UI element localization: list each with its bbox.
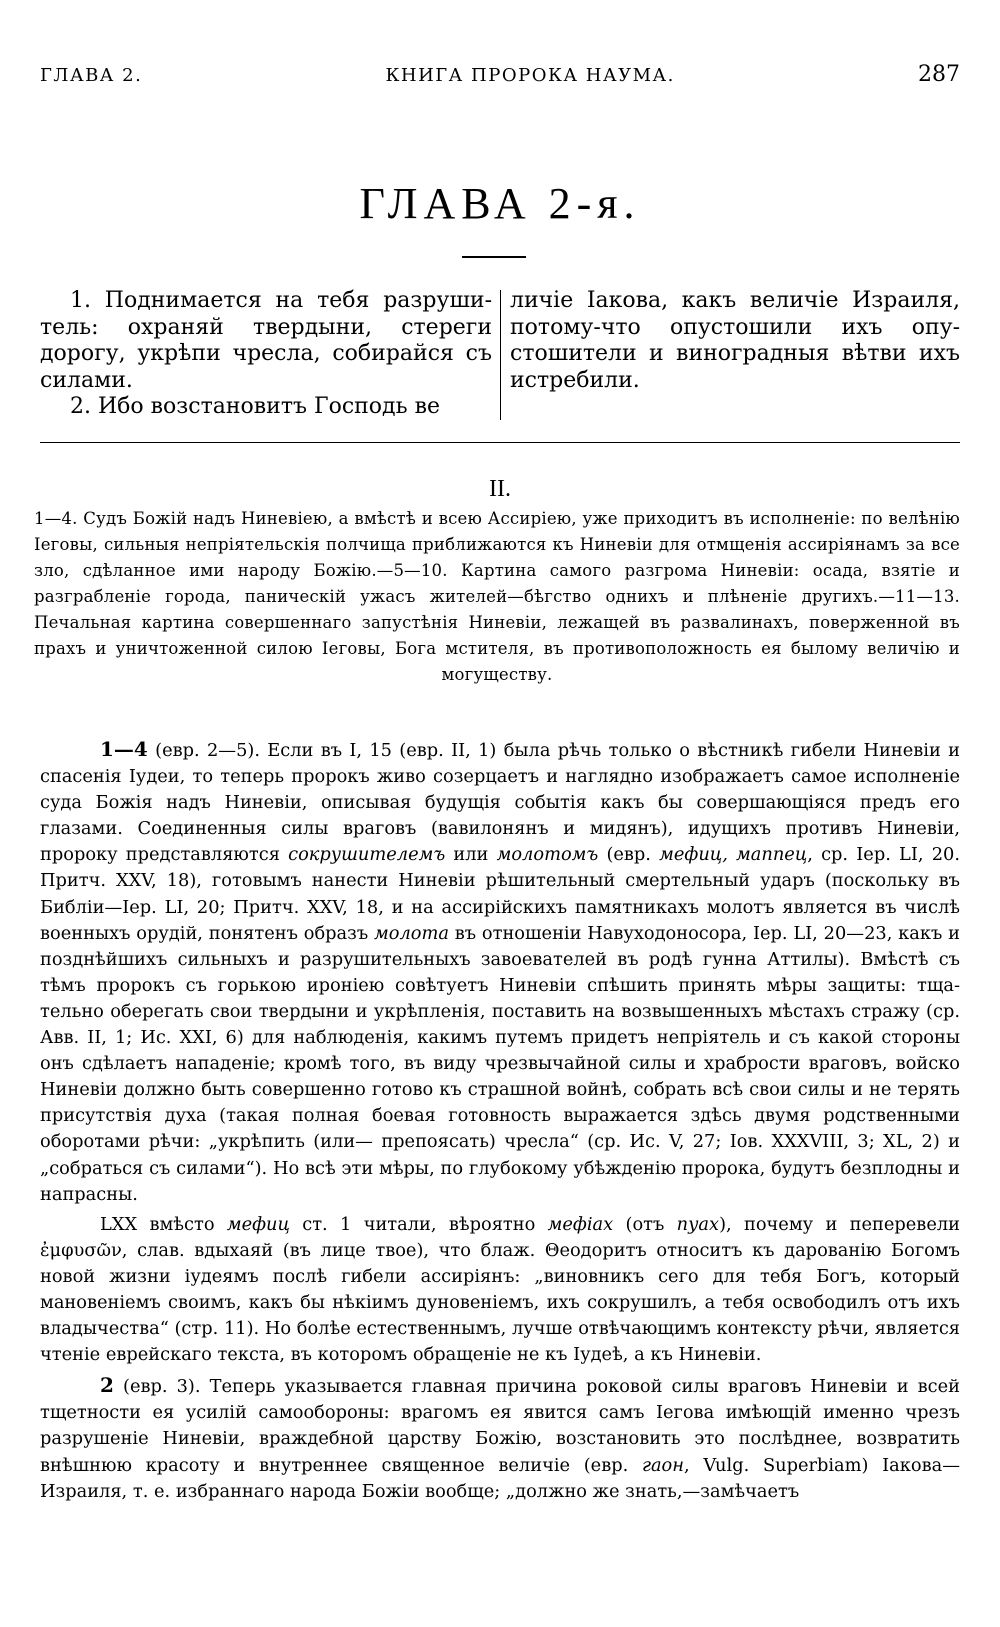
verse-bottom-rule [40,442,960,443]
verse-reference: 1—4 [100,737,148,761]
italic-term: молота [374,922,449,944]
running-head-book-title: КНИГА ПРОРОКА НАУМА. [385,65,675,86]
italic-term: гаон [641,1454,684,1476]
section-summary [34,506,960,688]
commentary-text: LXX вмѣсто [100,1213,227,1235]
verse-text-columns [40,288,960,433]
commentary-text: ), почему и пеперевели ἐμφυσῶν, слав. вдыхаяй (въ лице твое), что блаж. Θеодоритъ относитъ къ дарованію Богомъ новой жизни іудеямъ послѣ гибели ассиріянъ: „виновникъ сего для тебя Богъ, который мановеніемъ своимъ, какъ бы нѣкіимъ дуновеніемъ, ихъ сокрушилъ, а тебя освободилъ отъ ихъ владычества“ (стр. 11). Но болѣе естественнымъ, лучше отвѣчающимъ контексту рѣчи, является чтеніе еврейскаго текста, въ которомъ обращеніе не къ Іудеѣ, а къ Ниневіи. [40,1213,960,1366]
commentary-text: ст. 1 читали, вѣроятно [289,1213,548,1235]
italic-term: молотомъ [496,844,599,866]
commentary-text: (евр. 3). Теперь указывается главная причина роковой силы враговъ Ниневіи и всей тщетности ея усилій самообороны: врагомъ ея явится самъ Іегова имѣющій именно чрезъ разрушеніе Ниневіи, враждебной царству Божію, возстановить это послѣднее, возвратить внѣшнюю красоту и внутреннее священное величіе (евр. [40,1376,960,1476]
running-head-chapter: ГЛАВА 2. [40,65,143,86]
chapter-title: ГЛАВА 2-я. [359,179,641,228]
commentary-paragraph [40,1372,960,1504]
commentary-text: , Vulg. Superbiam) Іакова—Израиля, т. е. избраннаго народа Божіи вообще; „должно же знать,—замѣчаетъ [40,1454,960,1502]
commentary-text: или [445,844,497,866]
verse-2: 2. Ибо возстановитъ Господь ве [70,394,440,419]
verse-column-right [510,288,960,394]
italic-term: мефіах [547,1213,614,1235]
title-rule [462,256,526,258]
running-head [40,62,960,87]
verse-reference: 2 [100,1373,114,1398]
italic-term: мефиц, маппец [659,844,808,866]
commentary-paragraph [40,1212,960,1369]
commentary-text: (отъ [613,1213,677,1235]
commentary-paragraph [40,736,960,1208]
italic-term: пуах [676,1213,720,1235]
commentary [40,736,960,1505]
column-divider [500,290,501,420]
verse-column-left [40,288,492,421]
section-number: II. [489,476,511,502]
commentary-text: въ отношеніи Навуходоносора, Іер. LI, 20—23, какъ и позднѣйшихъ сильныхъ и разрушительныхъ завоевателей въ родѣ гунна Аттилы). Вмѣстѣ съ тѣмъ пророкъ съ горькою ироніею совѣтуетъ Ниневіи спѣшить принять мѣры защиты: тщательно оберегать свои твердыни и укрѣпленія, поставить на возвышенныхъ мѣстахъ стражу (ср. Авв. II, 1; Ис. XXI, 6) для наблюденія, какимъ путемъ придетъ непріятель и съ какой стороны онъ сдѣлаетъ нападеніе; кромѣ того, въ виду чрезвычайной силы и храбрости враговъ, войско Ниневіи должно быть совершенно готово къ страшной войнѣ, собрать всѣ свои силы и не терять присутствія духа (такая полная боевая готовность выражается здѣсь двумя родственными оборотами рѣчи: „укрѣпить (или— препоясать) чресла“ (ср. Ис. V, 27; Іов. XXXVIII, 3; XL, 2) и „собраться съ силами“). Но всѣ эти мѣры, по глубокому убѣжденію пророка, будутъ безплодны и напрасны. [40,922,960,1205]
italic-term: сокрушителемъ [288,844,446,866]
page-number: 287 [917,62,960,87]
commentary-text: , ср. Іер. LI, 20. Притч. XXV, 18), готовымъ нанести Ниневіи рѣшительный смертельный ударъ (поскольку въ Библіи—Іер. LI, 20; Притч. XXV, 18, и на ассирійскихъ памятникахъ молотъ является въ числѣ военныхъ орудій, понятенъ образъ [40,844,960,944]
verse-2-continued: личіе Іакова, какъ величіе Израиля, потому-что опустошили ихъ опустошители и виноградныя вѣтви ихъ истребили. [510,288,960,393]
verse-1: 1. Поднимается на тебя разрушитель: охраняй твердыни, стереги дорогу, укрѣпи чресла, собирайся съ силами. [40,288,492,393]
italic-term: мефиц [226,1213,290,1235]
commentary-text: (евр. 2—5). Если въ I, 15 (евр. II, 1) была рѣчь только о вѣстникѣ гибели Ниневіи и спасенія Іудеи, то теперь пророкъ живо созерцаетъ и наглядно изображаетъ самое исполненіе суда Божія надъ Ниневіи, описывая будущія событія какъ бы совершающіяся предъ его глазами. Соединенныя силы враговъ (вавилонянъ и мидянъ), идущихъ противъ Ниневіи, пророку представляются [40,740,960,866]
commentary-text: (евр. [598,844,660,866]
summary-text: 1—4. Судъ Божій надъ Ниневіею, а вмѣстѣ и всею Ассиріею, уже приходитъ въ исполненіе: по велѣнію Іеговы, сильныя непріятельскія полчища приближаются къ Ниневіи для отмщенія ассиріянамъ за все зло, сдѣланное ими народу Божію.—5—10. Картина самого разгрома Ниневіи: осада, взятіе и разграбленіе города, паническій ужасъ жителей—бѣгство однихъ и плѣненіе другихъ.—11—13. Печальная картина совершеннаго запустѣнія Ниневіи, лежащей въ развалинахъ, поверженной въ прахъ и уничтоженной силою Іеговы, Бога мстителя, въ противоположность ея былому величію и могуществу. [34,509,960,684]
